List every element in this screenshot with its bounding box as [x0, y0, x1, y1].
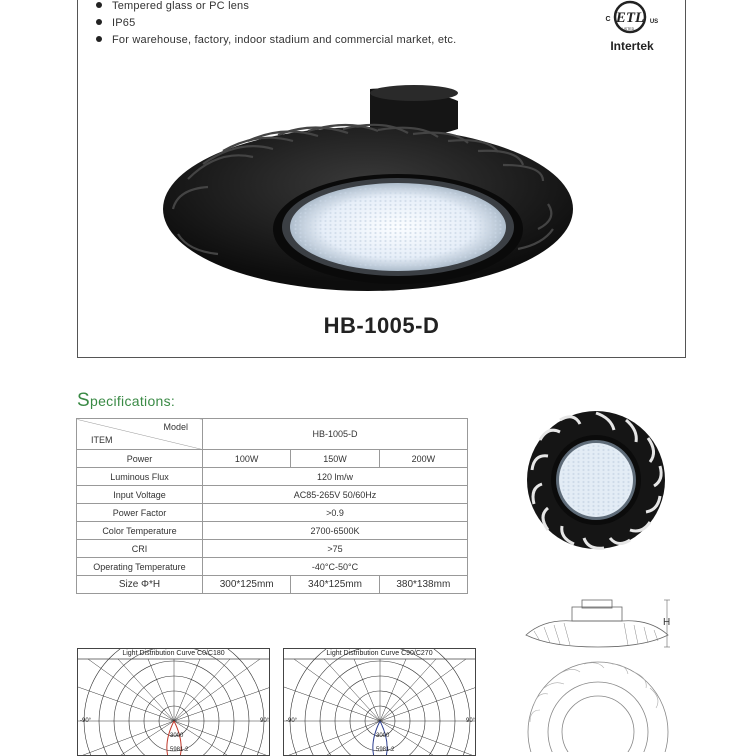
angle-label-neg: -90°	[80, 718, 92, 724]
table-cell: 100W	[203, 450, 291, 468]
intensity-label: 3000	[170, 733, 184, 739]
table-cell: 2700-6500K	[203, 522, 468, 540]
angle-label-pos: 90°	[466, 718, 476, 724]
table-row	[77, 419, 468, 450]
item-header-label: ITEM	[91, 435, 113, 445]
svg-text:C: C	[605, 16, 611, 23]
table-row	[77, 576, 468, 594]
light-distribution-chart-c0	[77, 648, 270, 756]
angle-label-neg: -90°	[286, 718, 298, 724]
bullet-icon	[96, 36, 102, 42]
light-curve-title: Light Distribution Curve C90/C270	[326, 650, 433, 657]
lamp-side-dimension-drawing	[524, 597, 674, 652]
table-row	[77, 486, 468, 504]
table-cell: -40°C-50°C	[203, 558, 468, 576]
row-label: Luminous Flux	[77, 468, 203, 486]
table-row	[77, 540, 468, 558]
intensity-label: 5981.2	[376, 747, 395, 753]
table-row	[77, 504, 468, 522]
light-distribution-chart-c90	[283, 648, 476, 756]
lamp-top-outline-drawing	[524, 658, 672, 752]
row-label: Power	[77, 450, 203, 468]
height-dimension-label: H	[663, 617, 671, 628]
table-cell: 200W	[379, 450, 467, 468]
feature-item: For warehouse, factory, indoor stadium and commercial market, etc.	[96, 34, 456, 46]
row-label: Operating Temperature	[77, 558, 203, 576]
intensity-label: 5981.2	[170, 747, 189, 753]
table-cell: >75	[203, 540, 468, 558]
specifications-heading: Specifications:	[77, 390, 176, 411]
table-cell: 340*125mm	[291, 576, 379, 594]
specifications-table	[76, 418, 468, 594]
angle-label-pos: 90°	[260, 718, 270, 724]
feature-item: Tempered glass or PC lens	[96, 0, 249, 12]
row-label: Size Φ*H	[77, 576, 203, 594]
table-cell: AC85-265V 50/60Hz	[203, 486, 468, 504]
bullet-icon	[96, 2, 102, 8]
table-row	[77, 450, 468, 468]
table-cell: 150W	[291, 450, 379, 468]
intensity-label: 3000	[376, 733, 390, 739]
table-row	[77, 522, 468, 540]
svg-text:US: US	[649, 19, 659, 25]
lamp-product-image	[158, 79, 578, 299]
feature-item: IP65	[96, 17, 135, 29]
lamp-front-view-image	[526, 408, 666, 553]
table-row	[77, 468, 468, 486]
svg-text:ETL: ETL	[615, 10, 645, 26]
table-cell: >0.9	[203, 504, 468, 522]
row-label: CRI	[77, 540, 203, 558]
model-header-label: Model	[163, 422, 188, 432]
table-row	[77, 558, 468, 576]
product-model-title: HB-1005-D	[323, 313, 440, 338]
table-cell: 300*125mm	[203, 576, 291, 594]
row-label: Power Factor	[77, 504, 203, 522]
certification-brand: Intertek	[610, 39, 654, 53]
model-item-header	[77, 419, 203, 450]
svg-text:LISTED: LISTED	[621, 27, 635, 31]
light-curve-title: Light Distribution Curve C0/C180	[122, 650, 225, 657]
polar-grid	[284, 649, 476, 756]
table-cell: 380*138mm	[379, 576, 467, 594]
model-value-cell: HB-1005-D	[203, 419, 468, 450]
polar-grid	[78, 649, 270, 756]
row-label: Input Voltage	[77, 486, 203, 504]
row-label: Color Temperature	[77, 522, 203, 540]
product-panel	[77, 0, 686, 358]
bullet-icon	[96, 19, 102, 25]
table-cell: 120 lm/w	[203, 468, 468, 486]
